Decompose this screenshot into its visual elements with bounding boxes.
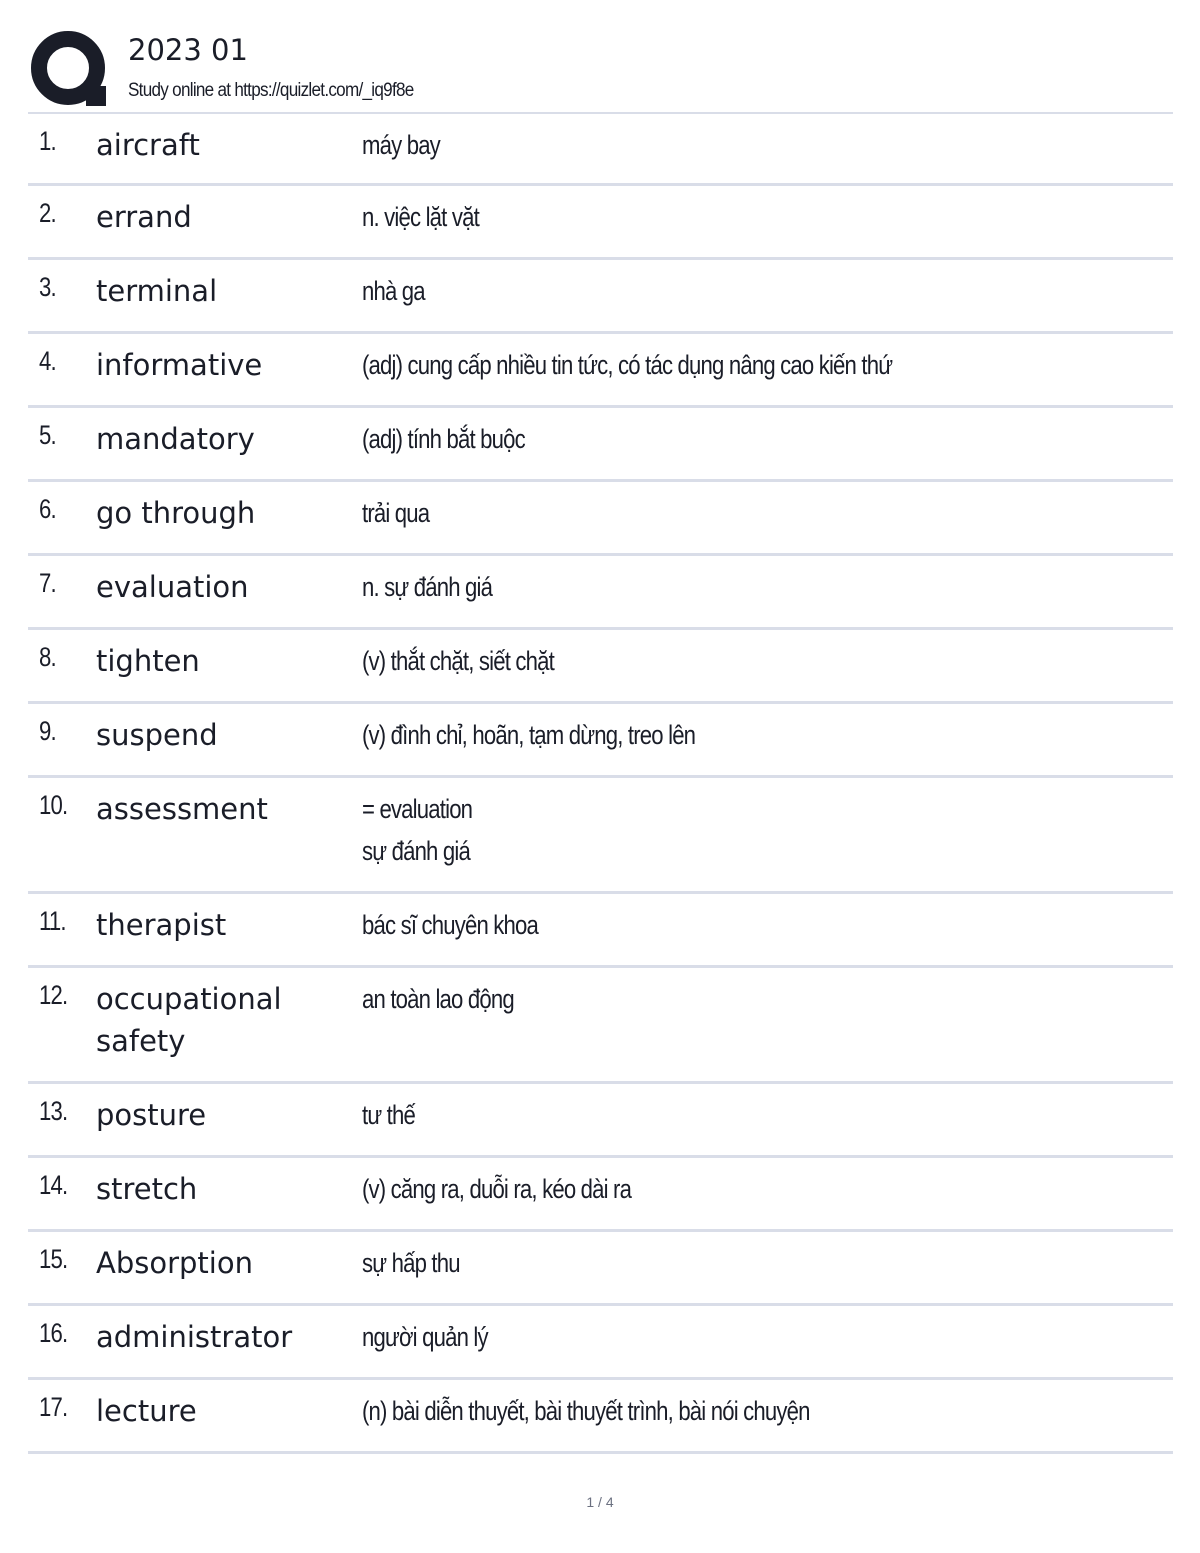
card-term: assessment (96, 792, 268, 826)
flashcard-row (28, 704, 1173, 778)
card-definition: = evaluation sự đánh giá (362, 794, 473, 866)
card-term: go through (96, 496, 256, 530)
card-number: 9. (39, 716, 56, 746)
flashcard-row (28, 260, 1173, 334)
page-number: 1 / 4 (586, 1494, 614, 1510)
card-definition: n. sự đánh giá (362, 572, 493, 602)
card-term: mandatory (96, 422, 255, 456)
flashcard-row (28, 1380, 1173, 1454)
flashcard-row (28, 482, 1173, 556)
card-term: terminal (96, 274, 218, 308)
flashcard-row (28, 334, 1173, 408)
card-term: informative (96, 348, 263, 382)
card-term: suspend (96, 718, 218, 752)
card-number: 10. (39, 790, 68, 820)
flashcard-row (28, 778, 1173, 894)
card-definition: (v) thắt chặt, siết chặt (362, 646, 554, 676)
card-definition: tư thế (362, 1100, 415, 1130)
flashcard-list (28, 112, 1173, 1454)
card-definition: máy bay (362, 130, 440, 160)
flashcard-row (28, 968, 1173, 1084)
card-number: 8. (39, 642, 56, 672)
card-number: 14. (39, 1170, 68, 1200)
flashcard-row (28, 114, 1173, 186)
card-definition: sự hấp thu (362, 1248, 460, 1278)
card-definition: trải qua (362, 498, 430, 528)
flashcard-row (28, 630, 1173, 704)
card-definition: người quản lý (362, 1322, 488, 1352)
card-definition: (v) căng ra, duỗi ra, kéo dài ra (362, 1174, 632, 1204)
card-definition: bác sĩ chuyên khoa (362, 910, 539, 940)
flashcard-row (28, 1158, 1173, 1232)
card-number: 17. (39, 1392, 68, 1422)
card-definition: (adj) tính bắt buộc (362, 424, 525, 454)
card-term: Absorption (96, 1246, 253, 1280)
card-term: occupational safety (96, 982, 282, 1058)
card-number: 12. (39, 980, 68, 1010)
card-number: 2. (39, 198, 56, 228)
card-number: 16. (39, 1318, 68, 1348)
card-definition: (v) đình chỉ, hoãn, tạm dừng, treo lên (362, 720, 696, 750)
card-term: aircraft (96, 128, 200, 162)
card-number: 7. (39, 568, 56, 598)
flashcard-row (28, 1306, 1173, 1380)
flashcard-row (28, 894, 1173, 968)
card-term: stretch (96, 1172, 198, 1206)
card-number: 13. (39, 1096, 68, 1126)
card-definition: an toàn lao động (362, 984, 514, 1014)
document-header (30, 28, 1172, 110)
card-definition: n. việc lặt vặt (362, 202, 479, 232)
document-title: 2023 01 (128, 33, 248, 67)
card-term: administrator (96, 1320, 293, 1354)
card-term: therapist (96, 908, 227, 942)
card-number: 11. (39, 906, 66, 936)
card-term: evaluation (96, 570, 249, 604)
flashcard-row (28, 408, 1173, 482)
flashcard-row (28, 1084, 1173, 1158)
card-term: errand (96, 200, 192, 234)
card-term: tighten (96, 644, 200, 678)
card-number: 1. (39, 126, 56, 156)
study-online-link[interactable]: Study online at https://quizlet.com/_iq9f8e (128, 80, 414, 101)
card-definition: (adj) cung cấp nhiều tin tức, có tác dụng nâng cao kiến thứ (362, 350, 893, 380)
card-number: 6. (39, 494, 56, 524)
flashcard-row (28, 186, 1173, 260)
card-definition: (n) bài diễn thuyết, bài thuyết trình, bài nói chuyện (362, 1396, 810, 1426)
card-term: posture (96, 1098, 207, 1132)
flashcard-row (28, 1232, 1173, 1306)
card-number: 5. (39, 420, 56, 450)
quizlet-logo-icon (30, 30, 110, 108)
card-number: 4. (39, 346, 56, 376)
card-term: lecture (96, 1394, 197, 1428)
card-number: 3. (39, 272, 56, 302)
flashcard-row (28, 556, 1173, 630)
card-definition: nhà ga (362, 276, 425, 306)
card-number: 15. (39, 1244, 68, 1274)
